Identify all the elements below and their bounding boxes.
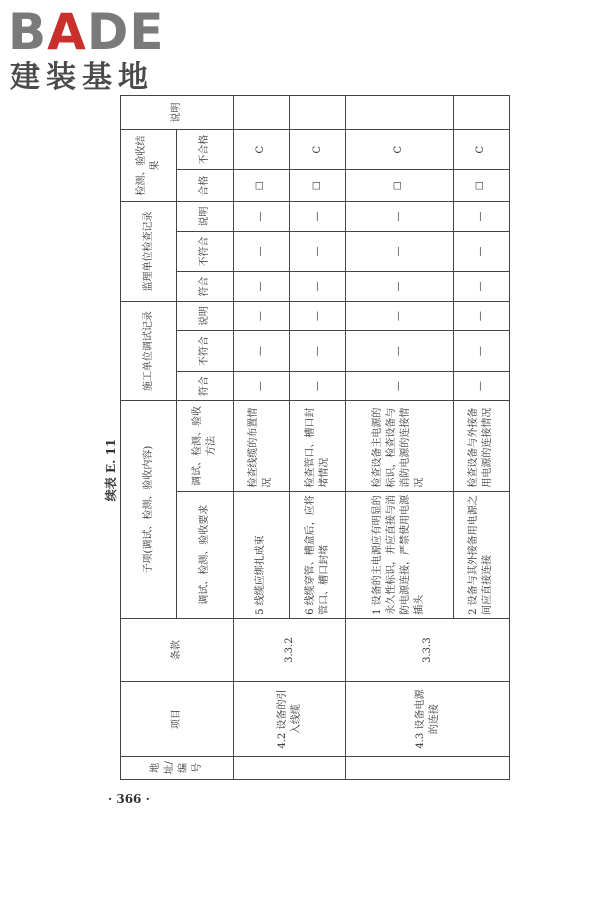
method-cell: 检查管口、槽口封堵情况 xyxy=(290,401,346,491)
s-conform-cell: — xyxy=(453,272,509,302)
header-s-note: 说明 xyxy=(177,202,233,232)
s-note-cell: — xyxy=(290,202,346,232)
s-nonconform-cell: — xyxy=(453,231,509,271)
method-cell: 检查线缆的布置情况 xyxy=(233,401,289,491)
c-nonconform-cell: — xyxy=(453,331,509,371)
header-result-group: 检测、验收结果 xyxy=(121,130,177,202)
clause-cell: 3.3.3 xyxy=(346,618,510,682)
header-result-note: 说明 xyxy=(121,96,234,130)
header-method: 调试、检测、验收方法 xyxy=(177,401,233,491)
header-unqualified: 不合格 xyxy=(177,130,233,170)
item-cell: 4.3 设备电源的连接 xyxy=(346,682,510,756)
c-note-cell: — xyxy=(290,301,346,331)
c-conform-cell: — xyxy=(346,371,453,401)
c-conform-cell: — xyxy=(233,371,289,401)
s-note-cell: — xyxy=(346,202,453,232)
header-address: 地址/编号 xyxy=(121,756,234,779)
logo xyxy=(8,4,183,99)
unqualified-mark: C xyxy=(290,130,346,170)
c-note-cell: — xyxy=(233,301,289,331)
requirement-cell: 2 设备与其外接备用电源之间应直接连接 xyxy=(453,491,509,618)
header-sub-item-group: 子项(调试、检测、验收内容) xyxy=(121,401,177,618)
table-row xyxy=(233,96,289,780)
qualified-checkbox[interactable]: ☐ xyxy=(290,170,346,202)
c-nonconform-cell: — xyxy=(290,331,346,371)
requirement-cell: 1 设备的主电源应有明显的永久性标识，并应直接与消防电源连接，严禁使用电源插头 xyxy=(346,491,453,618)
s-nonconform-cell: — xyxy=(233,231,289,271)
s-conform-cell: — xyxy=(233,272,289,302)
result-note-cell xyxy=(453,96,509,130)
page-number: · 366 · xyxy=(108,792,150,806)
address-cell xyxy=(346,756,510,779)
header-s-conform: 符合 xyxy=(177,272,233,302)
table-caption: 续表 E. 11 xyxy=(104,438,118,502)
unqualified-mark: C xyxy=(233,130,289,170)
s-nonconform-cell: — xyxy=(346,231,453,271)
result-note-cell xyxy=(290,96,346,130)
qualified-checkbox[interactable]: ☐ xyxy=(233,170,289,202)
header-item: 项目 xyxy=(121,682,234,756)
s-conform-cell: — xyxy=(290,272,346,302)
qualified-checkbox[interactable]: ☐ xyxy=(346,170,453,202)
c-nonconform-cell: — xyxy=(233,331,289,371)
address-cell xyxy=(233,756,346,779)
s-note-cell: — xyxy=(453,202,509,232)
c-conform-cell: — xyxy=(453,371,509,401)
header-c-note: 说明 xyxy=(177,301,233,331)
header-clause: 条款 xyxy=(121,618,234,682)
clause-cell: 3.3.2 xyxy=(233,618,346,682)
inspection-table xyxy=(120,95,510,780)
item-cell: 4.2 设备的引入线缆 xyxy=(233,682,346,756)
rotated-table-container xyxy=(120,95,510,780)
header-c-conform: 符合 xyxy=(177,371,233,401)
table-row xyxy=(346,96,453,780)
c-conform-cell: — xyxy=(290,371,346,401)
s-note-cell: — xyxy=(233,202,289,232)
requirement-cell: 5 线缆应绑扎成束 xyxy=(233,491,289,618)
header-qualified: 合格 xyxy=(177,170,233,202)
header-supervisor-group: 监理单位检查记录 xyxy=(121,202,177,302)
header-contractor-group: 施工单位调试记录 xyxy=(121,301,177,401)
header-c-nonconform: 不符合 xyxy=(177,331,233,371)
result-note-cell xyxy=(346,96,453,130)
c-note-cell: — xyxy=(346,301,453,331)
unqualified-mark: C xyxy=(453,130,509,170)
qualified-checkbox[interactable]: ☐ xyxy=(453,170,509,202)
header-s-nonconform: 不符合 xyxy=(177,231,233,271)
requirement-cell: 6 线缆穿管、槽盒后，应将管口、槽口封堵 xyxy=(290,491,346,618)
logo-subtitle: 建装基地 xyxy=(10,60,154,95)
header-row-1 xyxy=(121,96,177,780)
result-note-cell xyxy=(233,96,289,130)
s-nonconform-cell: — xyxy=(290,231,346,271)
unqualified-mark: C xyxy=(346,130,453,170)
s-conform-cell: — xyxy=(346,272,453,302)
method-cell: 检查设备主电源的标识，检查设备与消防电源的连接情况 xyxy=(346,401,453,491)
header-requirement: 调试、检测、验收要求 xyxy=(177,491,233,618)
c-note-cell: — xyxy=(453,301,509,331)
method-cell: 检查设备与外接备用电源的连接情况 xyxy=(453,401,509,491)
logo-wordmark: BADE xyxy=(8,3,165,61)
c-nonconform-cell: — xyxy=(346,331,453,371)
